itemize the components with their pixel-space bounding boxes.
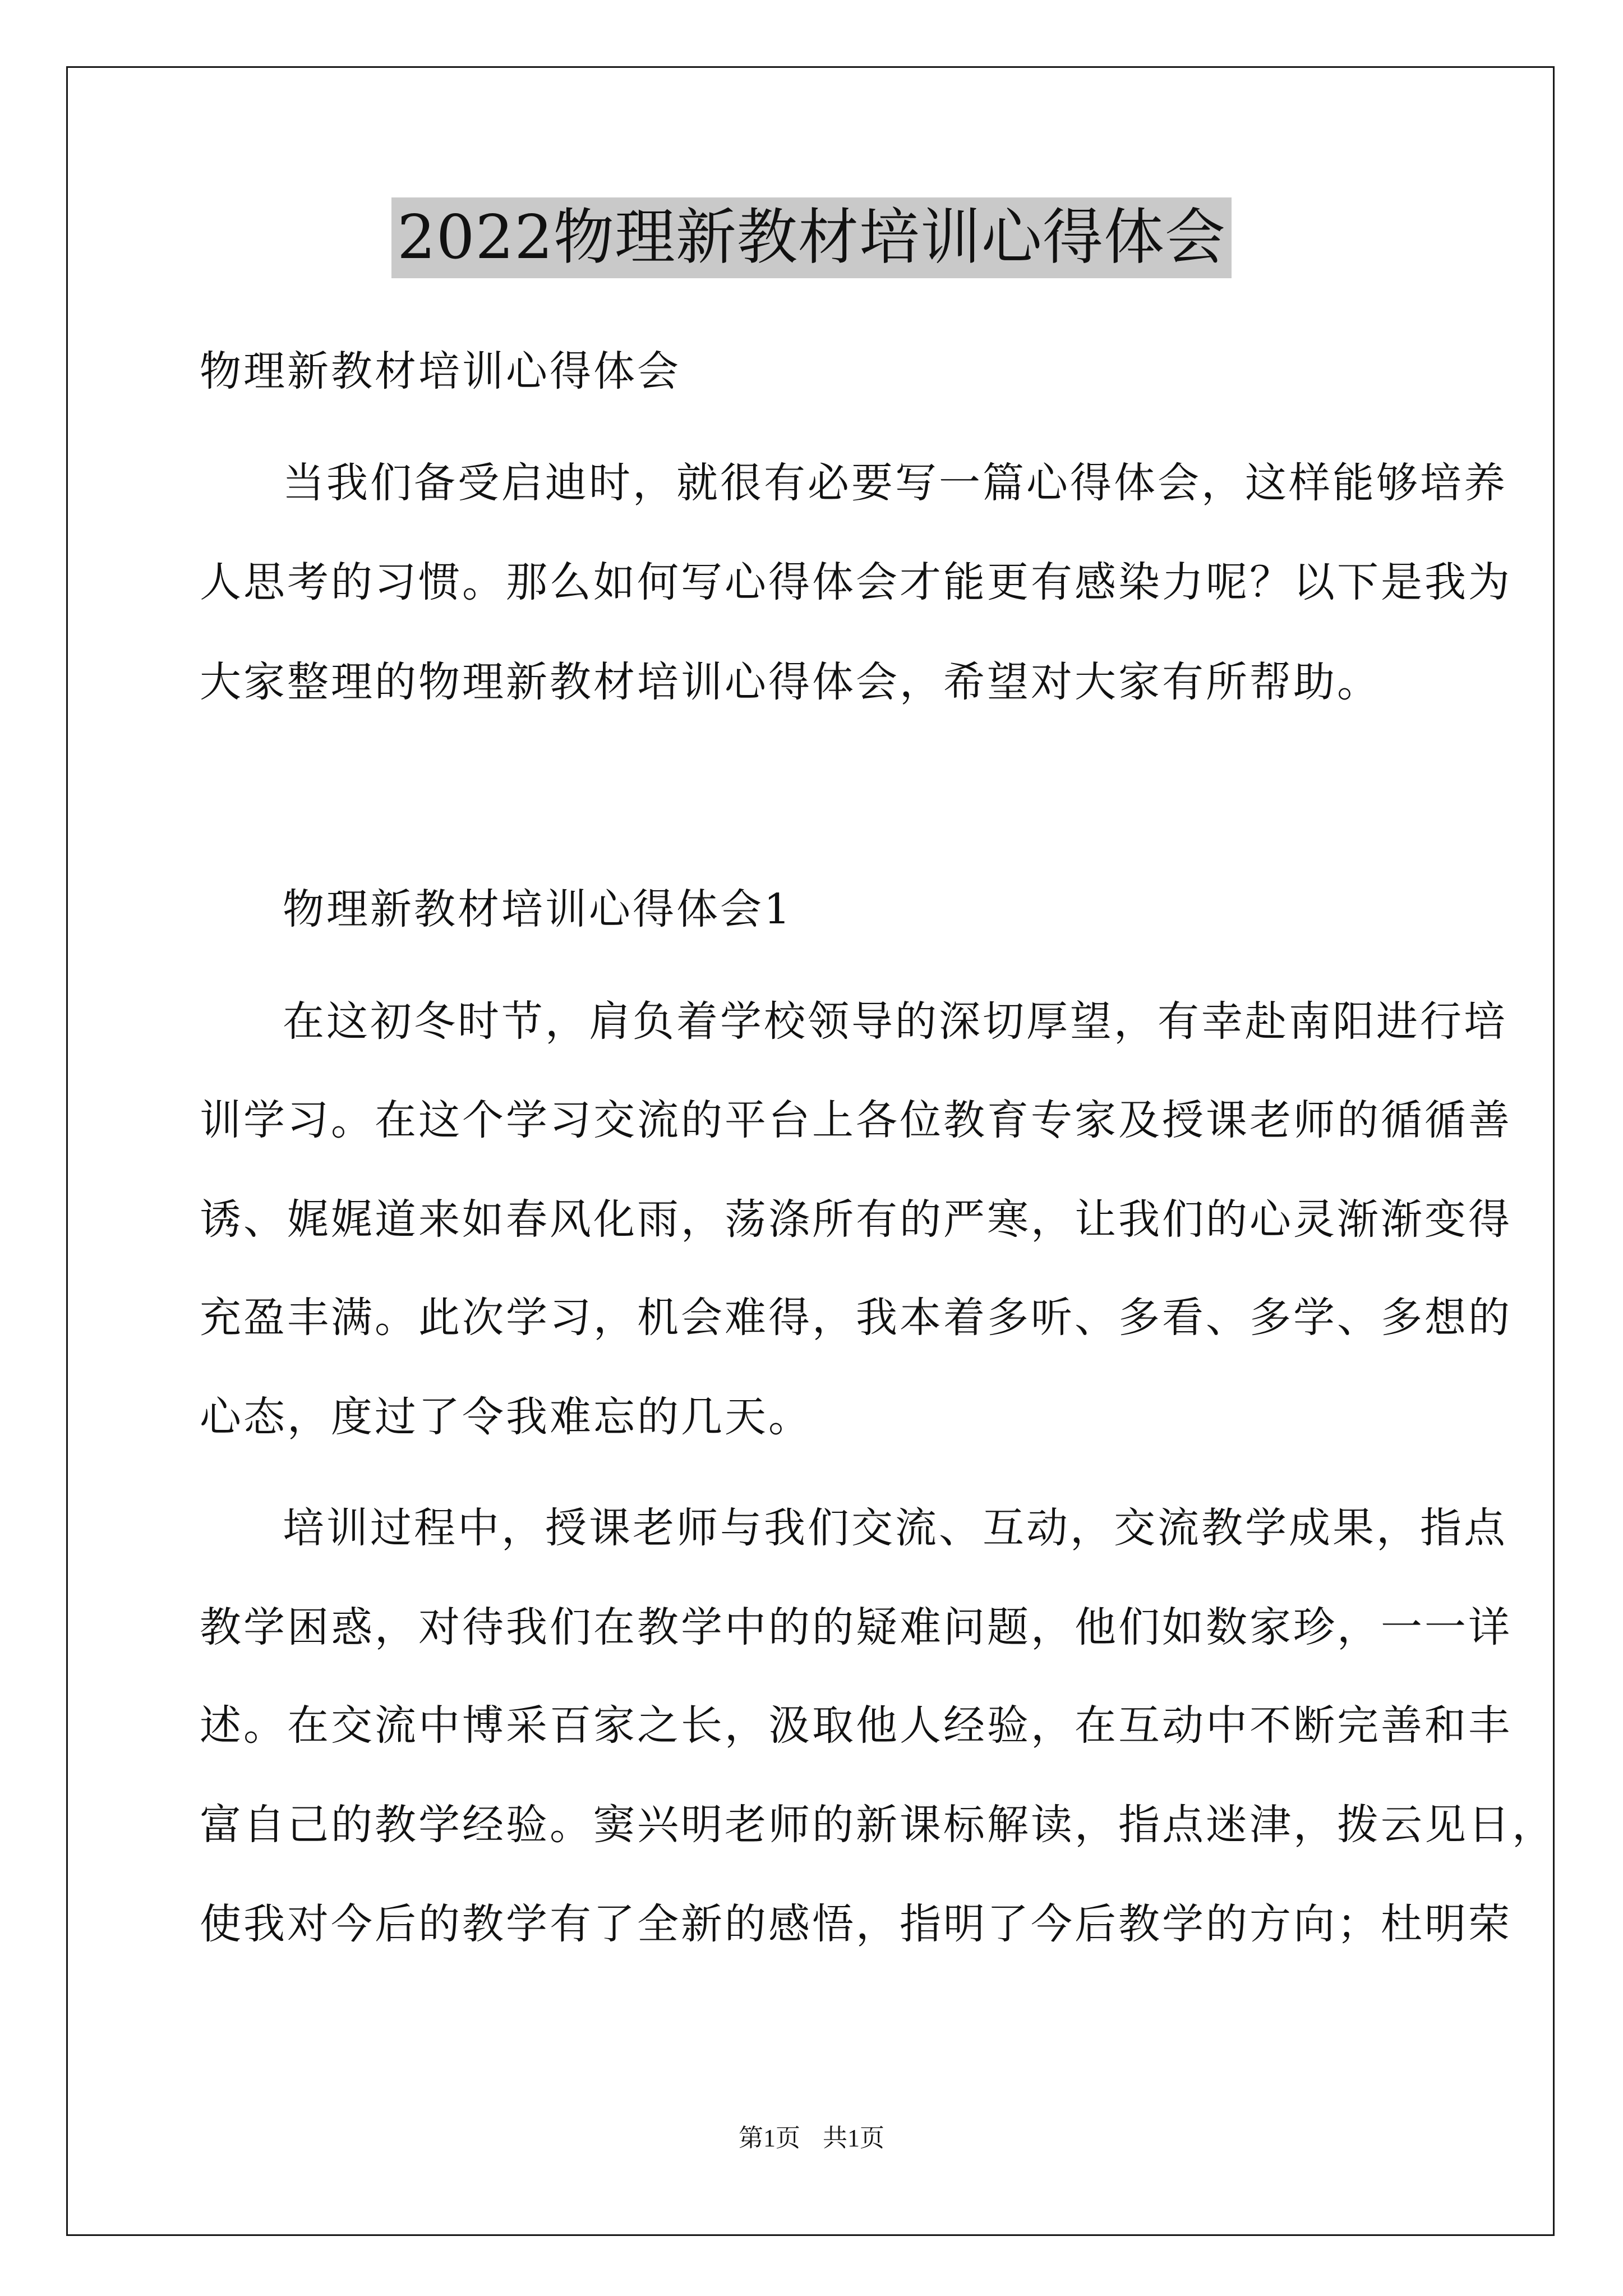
page-total: 共1页 xyxy=(823,2124,884,2152)
section-heading: 物理新教材培训心得体会1 xyxy=(283,885,793,933)
subtitle: 物理新教材培训心得体会 xyxy=(200,347,681,395)
paragraph-line-3: 大家整理的物理新教材培训心得体会，希望对大家有所帮助。 xyxy=(200,658,1381,706)
page-number: 第1页 xyxy=(739,2124,800,2152)
page-footer xyxy=(0,2118,1623,2154)
paragraph-line-9: 心态，度过了令我难忘的几天。 xyxy=(200,1393,812,1441)
paragraph-line-8: 充盈丰满。此次学习，机会难得，我本着多听、多看、多学、多想的 xyxy=(200,1294,1512,1342)
paragraph-line-10: 培训过程中，授课老师与我们交流、互动，交流教学成果，指点 xyxy=(283,1504,1507,1552)
paragraph-line-1: 当我们备受启迪时，就很有必要写一篇心得体会，这样能够培养 xyxy=(283,459,1507,507)
paragraph-line-6: 训学习。在这个学习交流的平台上各位教育专家及授课老师的循循善 xyxy=(200,1096,1512,1144)
paragraph-line-12: 述。在交流中博采百家之长，汲取他人经验，在互动中不断完善和丰 xyxy=(200,1701,1512,1750)
paragraph-line-7: 诱、娓娓道来如春风化雨，荡涤所有的严寒，让我们的心灵渐渐变得 xyxy=(200,1195,1512,1244)
document-title: 2022物理新教材培训心得体会 xyxy=(391,197,1232,278)
title-wrap xyxy=(0,197,1623,278)
paragraph-line-2: 人思考的习惯。那么如何写心得体会才能更有感染力呢？以下是我为 xyxy=(200,558,1512,606)
paragraph-line-14: 使我对今后的教学有了全新的感悟，指明了今后教学的方向；杜明荣 xyxy=(200,1900,1512,1948)
paragraph-line-5: 在这初冬时节，肩负着学校领导的深切厚望，有幸赴南阳进行培 xyxy=(283,997,1507,1046)
paragraph-line-11: 教学困惑，对待我们在教学中的的疑难问题，他们如数家珍，一一详 xyxy=(200,1603,1512,1651)
paragraph-line-13: 富自己的教学经验。窦兴明老师的新课标解读，指点迷津，拨云见日， xyxy=(200,1801,1556,1849)
